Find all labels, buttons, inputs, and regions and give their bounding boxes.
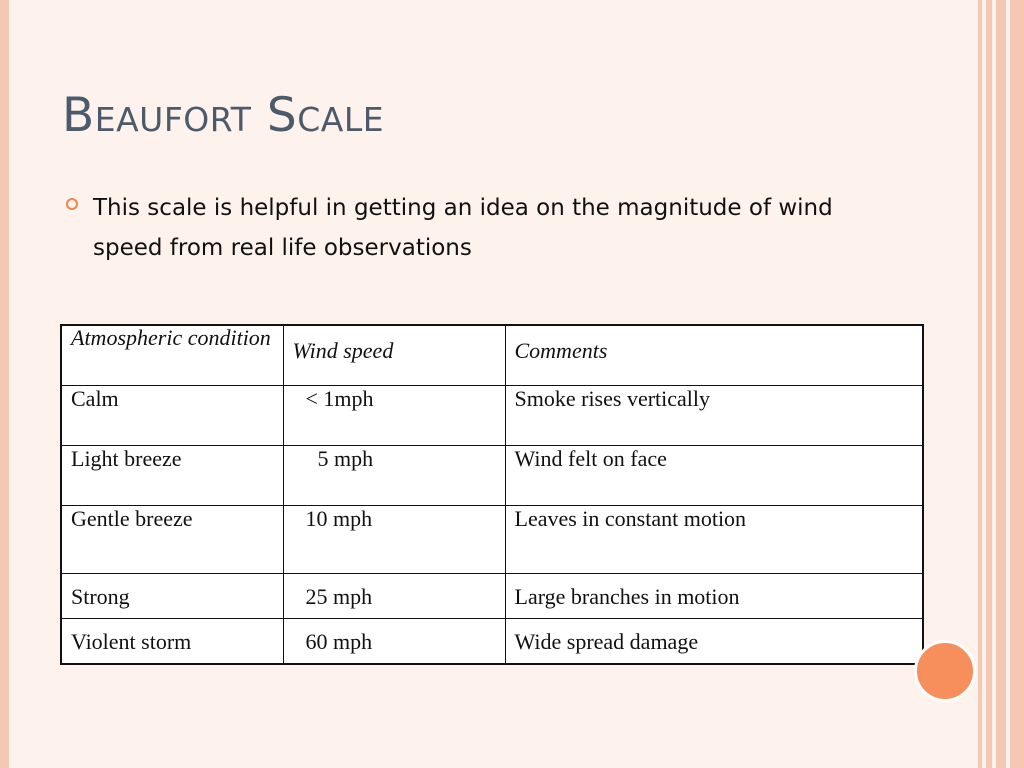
left-border [0, 0, 9, 768]
condition-cell: Violent storm [61, 618, 283, 664]
condition-cell: Gentle breeze [61, 505, 283, 573]
decor-stripe [1010, 0, 1024, 768]
table-row [61, 445, 923, 505]
condition-cell: Light breeze [61, 445, 283, 505]
slide-title: Beaufort Scale [62, 88, 385, 143]
comment-cell: Large branches in motion [505, 573, 923, 618]
table-row [61, 385, 923, 445]
decor-stripe [986, 0, 992, 768]
table-row [61, 505, 923, 573]
beaufort-table [60, 324, 924, 665]
header-cell: Wind speed [283, 325, 505, 385]
speed-cell: 60 mph [283, 618, 505, 664]
header-cell: Comments [505, 325, 923, 385]
bullet-text: This scale is helpful in getting an idea on the magnitude of wind speed from real life observations [93, 195, 833, 261]
table-row [61, 573, 923, 618]
header-cell: Atmospheric condition [61, 325, 283, 385]
comment-cell: Leaves in constant motion [505, 505, 923, 573]
speed-cell: 5 mph [283, 445, 505, 505]
condition-cell: Calm [61, 385, 283, 445]
table-header-row [61, 325, 923, 385]
comment-cell: Wide spread damage [505, 618, 923, 664]
decor-stripe [978, 0, 982, 768]
speed-cell: 10 mph [283, 505, 505, 573]
speed-cell: < 1mph [283, 385, 505, 445]
table-row [61, 618, 923, 664]
decor-circle [914, 640, 976, 702]
speed-cell: 25 mph [283, 573, 505, 618]
comment-cell: Wind felt on face [505, 445, 923, 505]
decor-stripe [996, 0, 1006, 768]
condition-cell: Strong [61, 573, 283, 618]
comment-cell: Smoke rises vertically [505, 385, 923, 445]
bullet-circle-icon [66, 198, 78, 210]
